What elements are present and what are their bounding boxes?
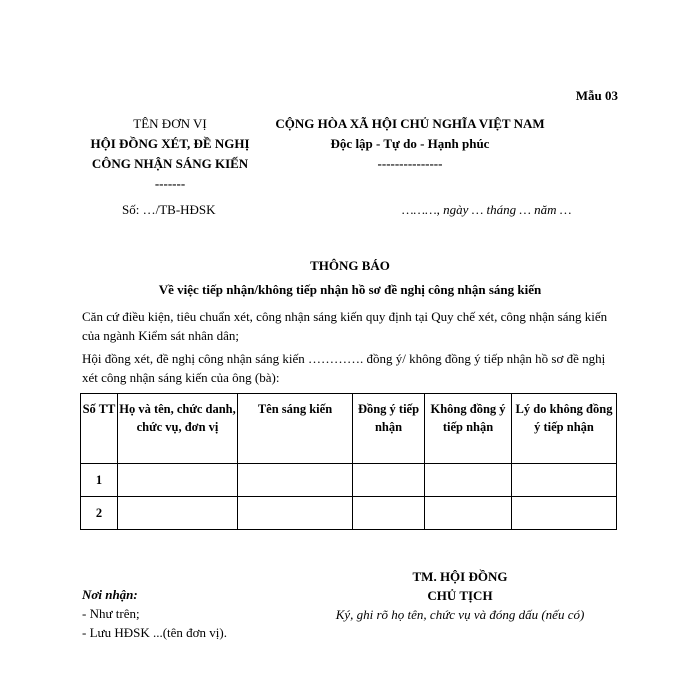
initiative-table xyxy=(80,393,617,530)
cell-person xyxy=(118,464,238,497)
recipient-item: - Như trên; xyxy=(82,606,140,621)
cell-accept xyxy=(353,464,425,497)
header-accept: Đồng ý tiếp nhận xyxy=(353,394,425,464)
nation-name: CỘNG HÒA XÃ HỘI CHỦ NGHĨA VIỆT NAM xyxy=(275,116,545,131)
signature-note: Ký, ghi rõ họ tên, chức vụ và đóng dấu (nếu có) xyxy=(335,607,585,622)
cell-initiative-name xyxy=(238,497,353,530)
issuing-unit-header xyxy=(70,114,270,194)
national-motto: Độc lập - Tự do - Hạnh phúc xyxy=(330,136,490,151)
date-line: ………, ngày … tháng … năm … xyxy=(402,202,572,217)
recipients-label: Nơi nhận: xyxy=(82,587,138,602)
header-number: Số TT xyxy=(81,394,118,464)
cell-reason xyxy=(512,497,617,530)
cell-reject xyxy=(425,464,512,497)
form-code: Mẫu 03 xyxy=(575,88,618,103)
notice-subject: Về việc tiếp nhận/không tiếp nhận hồ sơ đề nghị công nhận sáng kiến xyxy=(158,282,542,297)
row-number: 1 xyxy=(81,464,118,497)
table-header-row xyxy=(81,394,617,464)
cell-accept xyxy=(353,497,425,530)
cell-person xyxy=(118,497,238,530)
row-number: 2 xyxy=(81,497,118,530)
recipient-item: - Lưu HĐSK ...(tên đơn vị). xyxy=(82,625,227,640)
signature-title: CHỦ TỊCH xyxy=(427,588,493,603)
document-number: Số: …/TB-HĐSK xyxy=(122,202,216,217)
signature-on-behalf: TM. HỘI ĐỒNG xyxy=(412,569,508,584)
recipients-block xyxy=(82,585,302,642)
left-divider: ------- xyxy=(154,176,186,191)
header-initiative-name: Tên sáng kiến xyxy=(238,394,353,464)
header-person: Họ và tên, chức danh, chức vụ, đơn vị xyxy=(118,394,238,464)
council-name-line2: CÔNG NHẬN SÁNG KIẾN xyxy=(91,156,249,171)
table-row xyxy=(81,497,617,530)
notice-title: THÔNG BÁO xyxy=(310,258,390,273)
cell-reject xyxy=(425,497,512,530)
decision-paragraph: Hội đồng xét, đề nghị công nhận sáng kiến …………. đồng ý/ không đồng ý tiếp nhận hồ sơ đề nghị xét công nhận sáng kiến của ông (bà): xyxy=(82,351,606,385)
council-name-line1: HỘI ĐỒNG XÉT, ĐỀ NGHỊ xyxy=(90,136,250,151)
signature-block xyxy=(330,567,590,624)
unit-name: TÊN ĐƠN VỊ xyxy=(133,116,207,131)
header-reason: Lý do không đồng ý tiếp nhận xyxy=(512,394,617,464)
legal-basis-paragraph: Căn cứ điều kiện, tiêu chuẩn xét, công nhận sáng kiến quy định tại Quy chế xét, công nhận sáng kiến của ngành Kiểm sát nhân dân; xyxy=(82,309,608,343)
table-row xyxy=(81,464,617,497)
national-header xyxy=(260,114,560,174)
right-divider: --------------- xyxy=(377,156,443,171)
header-reject: Không đồng ý tiếp nhận xyxy=(425,394,512,464)
cell-reason xyxy=(512,464,617,497)
cell-initiative-name xyxy=(238,464,353,497)
